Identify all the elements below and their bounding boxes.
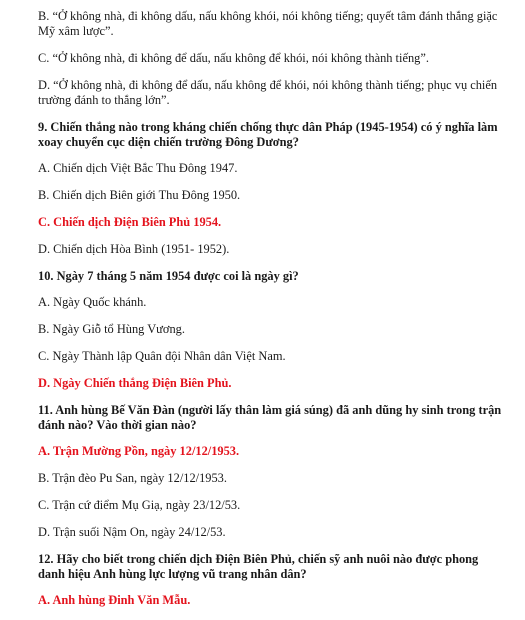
option-11b: B. Trận đèo Pu San, ngày 12/12/1953.: [38, 471, 227, 485]
option-10c: C. Ngày Thành lập Quân đội Nhân dân Việt Nam.: [38, 349, 286, 363]
option-9a: A. Chiến dịch Việt Bắc Thu Đông 1947.: [38, 161, 238, 175]
option-8c: C. “Ở không nhà, đi không để dấu, nấu không để khói, nói không thành tiếng”.: [38, 51, 429, 65]
question-9: 9. Chiến thắng nào trong kháng chiến chống thực dân Pháp (1945-1954) có ý nghĩa làm xoay chuyển cục diện chiến trường Đông Dương?: [38, 120, 498, 149]
option-9b: B. Chiến dịch Biên giới Thu Đông 1950.: [38, 188, 241, 202]
option-8d: D. “Ở không nhà, đi không để dấu, nấu không để khói, nói không thành tiếng; phục vụ chiến trường đánh to thắng lớn”.: [38, 78, 498, 107]
option-11a-correct: A. Trận Mường Pồn, ngày 12/12/1953.: [38, 444, 240, 458]
option-11c: C. Trận cứ điểm Mụ Giạ, ngày 23/12/53.: [38, 498, 241, 512]
option-8b: B. “Ở không nhà, đi không dấu, nấu không khói, nói không tiếng; quyết tâm đánh thắng giặc Mỹ xâm lược”.: [38, 9, 498, 38]
option-9c-correct: C. Chiến dịch Điện Biên Phủ 1954.: [38, 215, 222, 229]
option-9d: D. Chiến dịch Hòa Bình (1951- 1952).: [38, 242, 230, 256]
option-10d-correct: D. Ngày Chiến thắng Điện Biên Phủ.: [38, 376, 232, 390]
question-12: 12. Hãy cho biết trong chiến dịch Điện Biên Phủ, chiến sỹ anh nuôi nào được phong danh hiệu Anh hùng lực lượng vũ trang nhân dân?: [38, 552, 479, 581]
option-11d: D. Trận suối Nậm On, ngày 24/12/53.: [38, 525, 226, 539]
document-page: [38, 9, 508, 620]
option-10b: B. Ngày Giỗ tổ Hùng Vương.: [38, 322, 185, 336]
question-10: 10. Ngày 7 tháng 5 năm 1954 được coi là ngày gì?: [38, 269, 299, 283]
option-12a-correct: A. Anh hùng Đinh Văn Mẫu.: [38, 593, 191, 607]
option-10a: A. Ngày Quốc khánh.: [38, 295, 147, 309]
question-11: 11. Anh hùng Bế Văn Đàn (người lấy thân làm giá súng) đã anh dũng hy sinh trong trận đánh nào? Vào thời gian nào?: [38, 403, 502, 432]
